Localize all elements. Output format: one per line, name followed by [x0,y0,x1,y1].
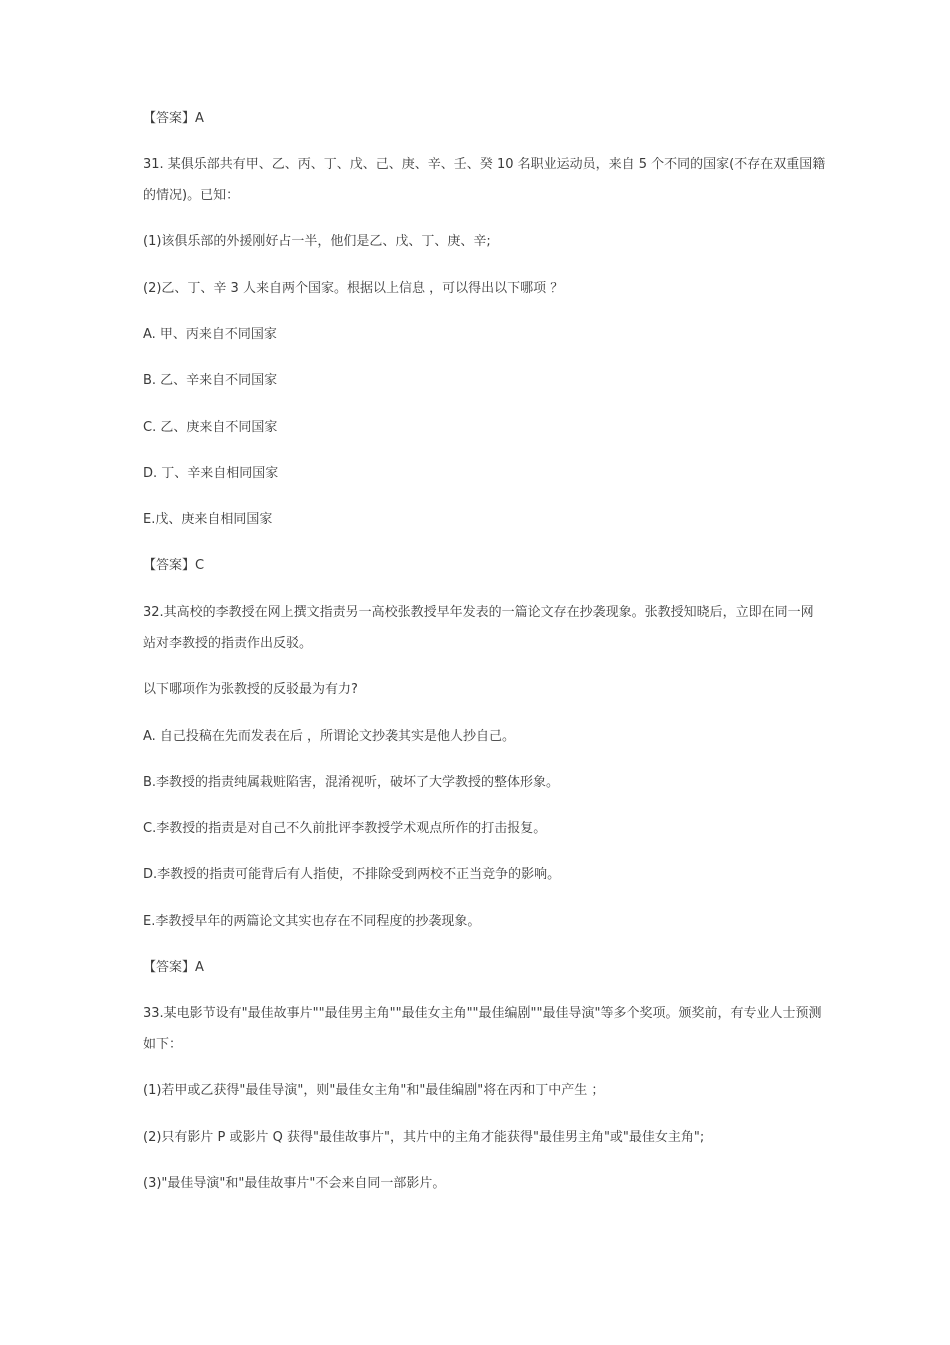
question-32-line-2: 站对李教授的指责作出反驳。 [143,636,313,651]
question-33-condition-2: (2)只有影片 P 或影片 Q 获得"最佳故事片"，其片中的主角才能获得"最佳男主角"或"最佳女主角"; [143,1130,705,1145]
answer-label-30: 【答案】A [143,111,204,126]
question-33-condition-1: (1)若甲或乙获得"最佳导演"，则"最佳女主角"和"最佳编剧"将在丙和丁中产生 ； [143,1083,605,1098]
answer-label-32: 【答案】A [143,960,204,975]
question-32-option-c: C.李教授的指责是对自己不久前批评李教授学术观点所作的打击报复。 [143,821,547,836]
question-32-option-e: E.李教授早年的两篇论文其实也存在不同程度的抄袭现象。 [143,914,481,929]
question-32-prompt: 以下哪项作为张教授的反驳最为有力? [143,682,358,697]
question-32-option-b: B.李教授的指责纯属栽赃陷害，混淆视听，破坏了大学教授的整体形象。 [143,775,560,790]
question-31-line-1: 31. 某俱乐部共有甲、乙、丙、丁、戊、己、庚、辛、壬、癸 10 名职业运动员，来自 5 个不同的国家(不存在双重国籍 [143,157,826,172]
question-31-option-b: B. 乙、辛来自不同国家 [143,373,278,388]
question-31-option-e: E.戊、庚来自相同国家 [143,512,273,527]
question-31-condition-2: (2)乙、丁、辛 3 人来自两个国家。根据以上信息 ，可以得出以下哪项 ？ [143,281,564,296]
question-31-condition-1: (1)该俱乐部的外援刚好占一半，他们是乙、戊、丁、庚、辛; [143,234,491,249]
question-33-line-2: 如下： [143,1037,183,1052]
question-32-option-a: A. 自己投稿在先而发表在后 ，所谓论文抄袭其实是他人抄自己。 [143,729,516,744]
answer-label-31: 【答案】C [143,558,205,573]
question-33-line-1: 33.某电影节设有"最佳故事片""最佳男主角""最佳女主角""最佳编剧""最佳导演"等多个奖项。颁奖前，有专业人士预测 [143,1006,822,1021]
question-33-condition-3: (3)"最佳导演"和"最佳故事片"不会来自同一部影片。 [143,1176,446,1191]
question-31-line-2: 的情况)。已知： [143,188,240,203]
question-32-line-1: 32.其高校的李教授在网上撰文指责另一高校张教授早年发表的一篇论文存在抄袭现象。张教授知晓后，立即在同一网 [143,605,814,620]
question-31-option-c: C. 乙、庚来自不同国家 [143,420,278,435]
question-31-option-d: D. 丁、辛来自相同国家 [143,466,279,481]
question-32-option-d: D.李教授的指责可能背后有人指使，不排除受到两校不正当竞争的影响。 [143,867,561,882]
question-31-option-a: A. 甲、丙来自不同国家 [143,327,277,342]
